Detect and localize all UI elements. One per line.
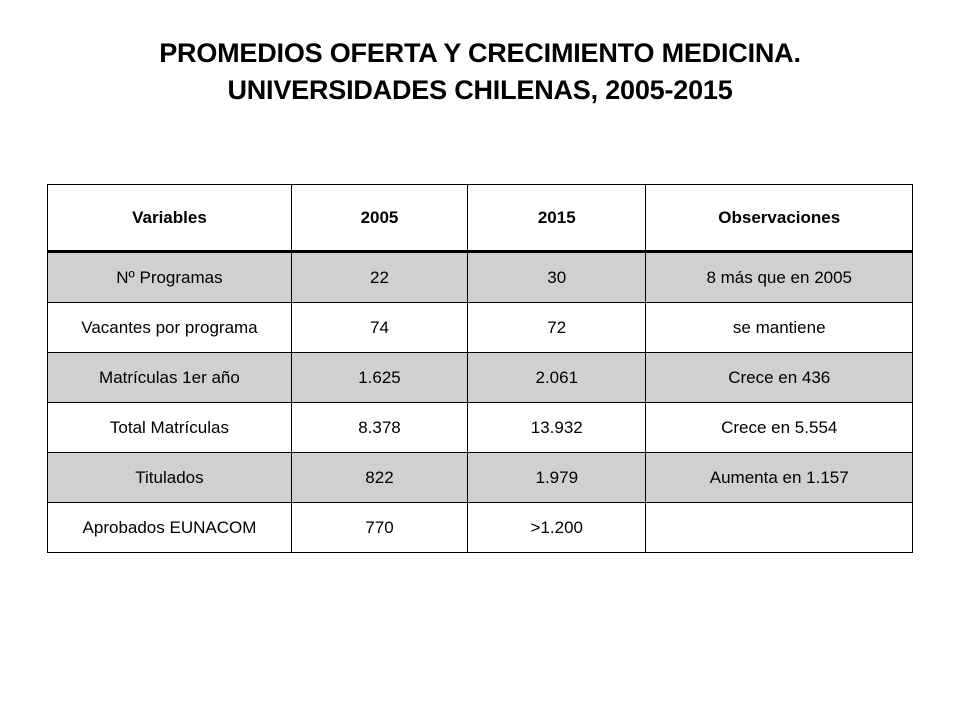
cell-variable: Matrículas 1er año — [48, 353, 292, 403]
slide-title — [0, 35, 960, 109]
cell-2015: 30 — [468, 252, 646, 303]
header-2005: 2005 — [291, 185, 467, 252]
cell-variable: Nº Programas — [48, 252, 292, 303]
cell-2005: 74 — [291, 303, 467, 353]
cell-2005: 1.625 — [291, 353, 467, 403]
header-variables: Variables — [48, 185, 292, 252]
cell-2015: 2.061 — [468, 353, 646, 403]
cell-2005: 22 — [291, 252, 467, 303]
cell-2005: 822 — [291, 453, 467, 503]
cell-variable: Titulados — [48, 453, 292, 503]
table-row — [48, 303, 913, 353]
cell-2005: 8.378 — [291, 403, 467, 453]
cell-2015: >1.200 — [468, 503, 646, 553]
cell-observaciones: 8 más que en 2005 — [646, 252, 913, 303]
table-row — [48, 353, 913, 403]
cell-observaciones: Crece en 5.554 — [646, 403, 913, 453]
cell-observaciones: Aumenta en 1.157 — [646, 453, 913, 503]
slide-title-line-1: PROMEDIOS OFERTA Y CRECIMIENTO MEDICINA. — [159, 38, 801, 68]
header-observaciones: Observaciones — [646, 185, 913, 252]
table-row — [48, 403, 913, 453]
table-row — [48, 252, 913, 303]
header-2015: 2015 — [468, 185, 646, 252]
cell-2005: 770 — [291, 503, 467, 553]
slide-title-line-2: UNIVERSIDADES CHILENAS, 2005-2015 — [227, 75, 733, 105]
data-table — [47, 184, 913, 553]
cell-observaciones: Crece en 436 — [646, 353, 913, 403]
table-row — [48, 503, 913, 553]
table-header-row — [48, 185, 913, 252]
table-row — [48, 453, 913, 503]
cell-variable: Aprobados EUNACOM — [48, 503, 292, 553]
cell-2015: 13.932 — [468, 403, 646, 453]
cell-2015: 72 — [468, 303, 646, 353]
cell-2015: 1.979 — [468, 453, 646, 503]
cell-observaciones: se mantiene — [646, 303, 913, 353]
cell-variable: Total Matrículas — [48, 403, 292, 453]
cell-variable: Vacantes por programa — [48, 303, 292, 353]
cell-observaciones — [646, 503, 913, 553]
